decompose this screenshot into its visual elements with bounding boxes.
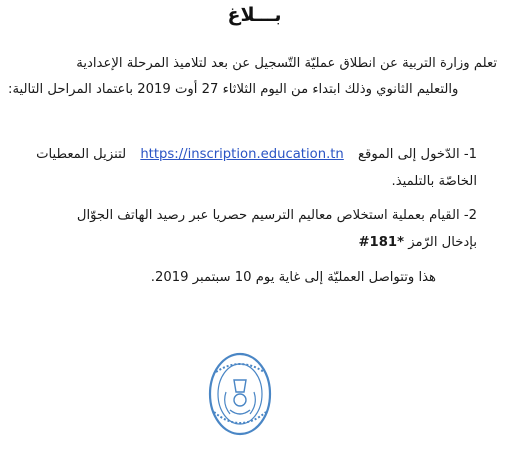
notice-title: بـــلاغ [227,4,282,26]
closing-line: هذا وتتواصل العمليّة إلى غاية يوم 10 سبتمبر 2019. [150,270,436,285]
payment-code: #181* [358,235,404,250]
intro-line-2: والتعليم الثانوي وذلك ابتداء من اليوم الثلاثاء 27 أوت 2019 باعتماد المراحل التالية: [8,82,459,97]
ministry-seal-icon [208,352,272,436]
step-2-line-2 [359,233,478,253]
step-1-line-1 [36,145,477,165]
step-1-suffix: لتنزيل المعطيات [36,147,127,162]
step-2-line-1: 2- القيام بعملية استخلاص معاليم الترسيم حصريا عبر رصيد الهاتف الجوّال [76,208,477,223]
registration-link[interactable]: https://inscription.education.tn [140,147,344,162]
step-1-line-2: الخاصّة بالتلميذ. [391,174,477,189]
intro-line-1: تعلم وزارة التربية عن انطلاق عمليّة التّسجيل عن بعد لتلاميذ المرحلة الإعدادية [76,56,497,71]
step-1-prefix: 1- الدّخول إلى الموقع [358,147,477,162]
step-2-prefix: بإدخال الرّمز [408,235,477,250]
